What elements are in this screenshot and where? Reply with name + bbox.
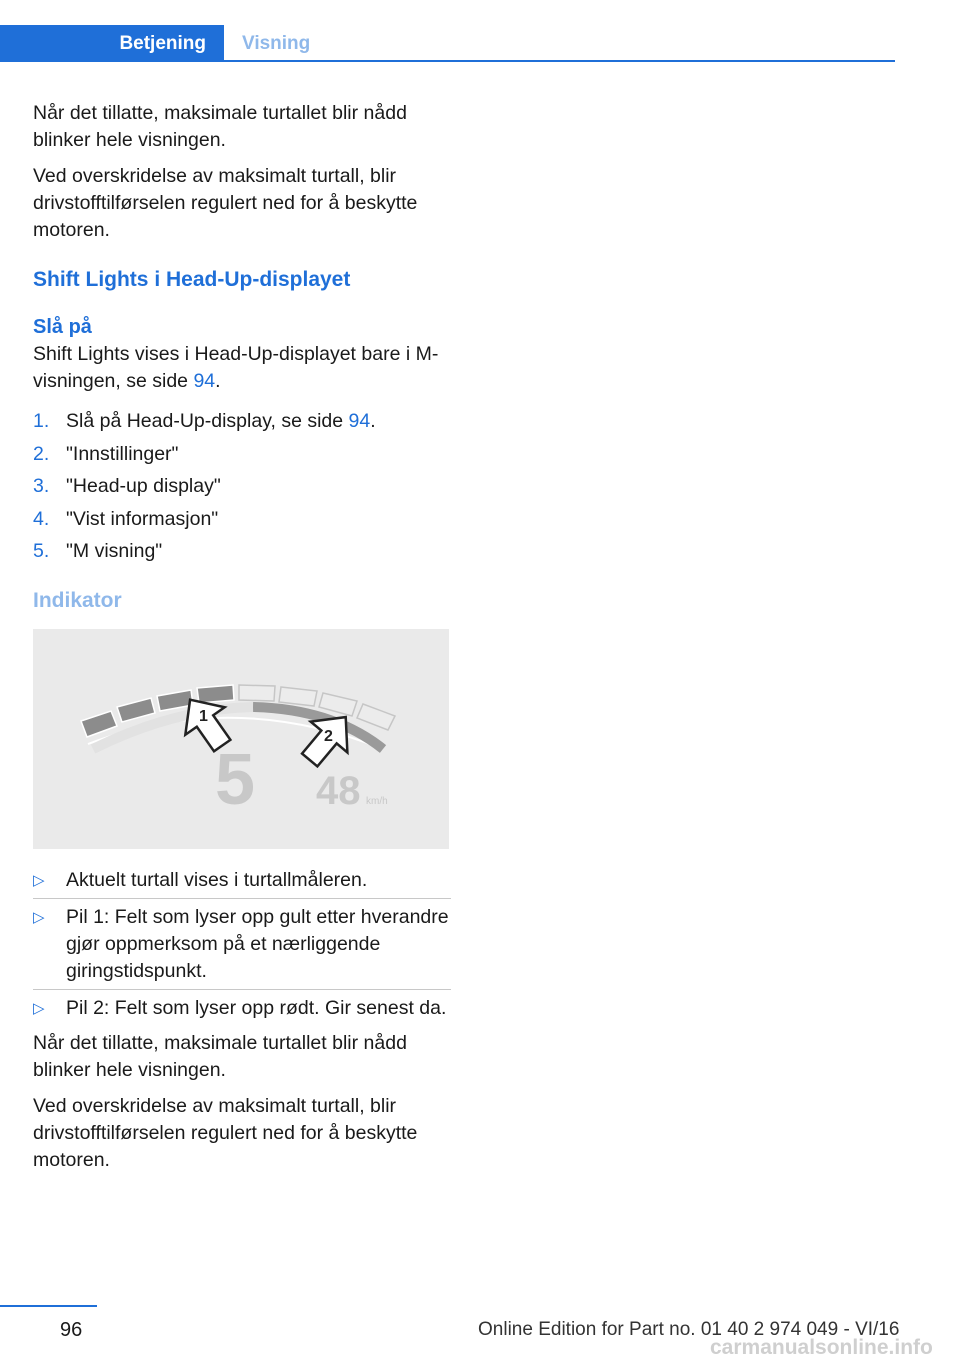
intro-paragraph-1: Når det tillatte, maksimale turtallet blir nådd blinker hele visningen. [33,102,407,151]
page-header [0,0,960,64]
content-column [33,100,451,1174]
page-link[interactable]: 94 [348,410,371,432]
segment-icon [357,704,395,730]
list-item: ▷ Aktuelt turtall vises i turtallmåleren. [33,862,451,899]
subsection-title-on: Slå på [33,316,92,338]
list-item: ▷ Pil 2: Felt som lyser opp rødt. Gir senest da. [33,990,451,1026]
page-link[interactable]: 94 [193,370,216,392]
intro-paragraph-2: Ved overskridelse av maksimalt turtall, blir drivstofftilførselen regulert ned for å beskytte motoren. [33,165,418,241]
speed-display: 48 [316,769,361,813]
segment-icon [81,711,117,737]
list-item: ▷ Pil 1: Felt som lyser opp gult etter hverandre gjør oppmerksom på et nærliggende giringstidspunkt. [33,899,451,990]
segment-icon [197,685,234,703]
watermark: carmanualsonline.info [710,1336,933,1359]
list-item: 2. "Innstillinger" [33,442,179,465]
section-title: Shift Lights i Head-Up-displayet [33,268,351,291]
segment-icon [319,693,357,716]
list-item: 3. "Head-up display" [33,475,221,497]
segment-icon [157,690,193,711]
shift-lights-illustration [33,629,449,849]
segment-icon [279,687,317,706]
bullet-list [33,862,451,1026]
tab-visning[interactable]: Visning [242,32,311,54]
triangle-icon: ▷ [33,872,45,889]
list-item: 5. "M visning" [33,540,163,562]
gear-display: 5 [215,740,256,820]
shift-lights-figure [33,629,449,849]
outro-paragraph-2: Ved overskridelse av maksimalt turtall, blir drivstofftilførselen regulert ned for å beskytte motoren. [33,1095,418,1171]
subsection-title-indicator: Indikator [33,589,122,612]
segment-icon [239,685,275,701]
on-paragraph: Shift Lights vises i Head-Up-displayet bare i M-visningen, se side 94. [33,343,439,392]
triangle-icon: ▷ [33,1000,45,1017]
edition-footer: Online Edition for Part no. 01 40 2 974 049 - VI/16 [478,1319,900,1340]
arrow-1-label: 1 [199,708,208,725]
list-item: 1. Slå på Head-Up-display, se side 94. [33,410,376,432]
tab-betjening[interactable]: Betjening [0,25,224,62]
arrow-2-label: 2 [324,728,333,745]
list-item: 4. "Vist informasjon" [33,507,219,530]
steps-list [33,408,451,565]
triangle-icon: ▷ [33,909,45,926]
segment-icon [117,698,155,722]
page-number: 96 [60,1319,83,1341]
page-number-divider [0,1305,97,1307]
speed-unit: km/h [366,796,388,807]
header-divider [0,60,895,62]
outro-paragraph-1: Når det tillatte, maksimale turtallet blir nådd blinker hele visningen. [33,1032,407,1081]
